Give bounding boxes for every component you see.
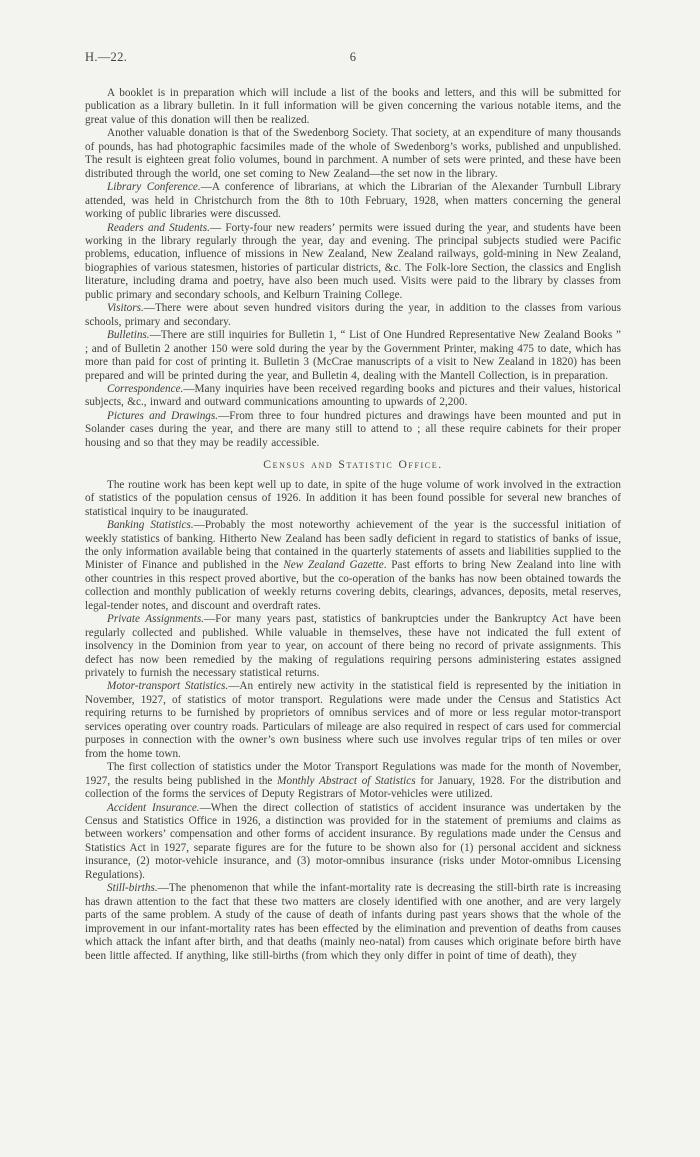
- text-run: Another valuable donation is that of the Swedenborg Society. That society, at an expenditure of many thousands of pounds, has had photographic facsimiles made of the whole of Swedenborg’s works, published and unpublished. The result is eighteen great folio volumes, bound in parchment. A number of sets were printed, and these have been distributed through the world, one set coming to New Zealand—the set now in the library.: [85, 127, 621, 180]
- italic-text: Monthly Abstract of Statistics: [277, 774, 416, 787]
- paragraph: [85, 882, 621, 963]
- paragraph: [85, 87, 621, 127]
- text-run: —Many inquiries have been received regarding books and pictures and their values, historical subjects, &c., inward and outward communications amounting to upwards of 2,200.: [85, 382, 621, 409]
- italic-text: Motor-transport Statistics.: [107, 680, 229, 693]
- page-number: 6: [349, 50, 357, 64]
- text-run: —When the direct collection of statistics of accident insurance was undertaken by the Census and Statistics Office in 1926, a distinction was provided for in the statement of premiums and claims as between workers’ compensation and other forms of accident insurance. By regulations made under the Census and Statistics Act in 1927, separate figures are for the future to be shown also for (1) personal accident and sickness insurance, (2) motor-vehicle insurance, and (3) motor-omnibus insurance (risks under Motor-omnibus Licensing Regulations).: [85, 801, 622, 881]
- italic-text: Readers and Students.: [107, 221, 210, 234]
- section-heading: Census and Statistic Office.: [263, 458, 443, 472]
- text-run: — Forty-four new readers’ permits were issued during the year, and students have been working in the library regularly through the year, day and evening. The principal subjects studied were Pacific problems, education, influence of missions in New Zealand, New Zealand railways, gold-mining in New Zealand, biographies of various statesmen, histories of particular districts, &c. The Folk-lore Section, the classics and English literature, including drama and poetry, have also been much used. Visits were paid to the library by classes from public primary and secondary schools, and Kelburn Training College.: [85, 221, 621, 301]
- report-code: H.—22.: [85, 50, 128, 64]
- italic-text: Still-births.: [107, 882, 158, 895]
- paragraph: [85, 802, 621, 883]
- paragraph: [85, 761, 621, 801]
- italic-text: Visitors.: [107, 302, 144, 315]
- text-run: —Probably the most noteworthy achievement of the year is the successful initiation of weekly statistics of banking. Hitherto New Zealand has been sadly deficient in regard to statistics of banks of issue, the only information available being that contained in the quarterly statements of assets and liabilities supplied to the Minister of Finance and published in the: [85, 519, 621, 572]
- paragraph: [85, 302, 621, 329]
- paragraph: [85, 222, 621, 303]
- paragraph: [85, 383, 621, 410]
- text-run: A booklet is in preparation which will include a list of the books and letters, and this will be submitted for publication as a library bulletin. In it full information will be given concerning the various notable items, and the great value of this donation will then be realized.: [85, 87, 621, 126]
- text-run: —There were about seven hundred visitors during the year, in addition to the classes from various schools, primary and secondary.: [85, 302, 621, 328]
- italic-text: Pictures and Drawings.: [107, 409, 219, 422]
- text-run: . Past efforts to bring New Zealand into line with other countries in this respect proved abortive, but the co-operation of the banks has now been obtained towards the collection and monthly publication of weekly returns covering debits, clearings, advances, deposits, metal reserves, legal-tender notes, and discount and overdraft rates.: [85, 559, 621, 612]
- text-run: The first collection of statistics under the Motor Transport Regulations was made for the month of November, 1927, the results being published in the: [85, 761, 621, 787]
- paragraph: [85, 680, 621, 761]
- italic-text: Bulletins.: [107, 329, 150, 342]
- text-run: for January, 1928. For the distribution and collection of the forms the services of Deputy Registrars of Motor-vehicles were utilized.: [85, 774, 621, 801]
- text-run: The routine work has been kept well up to date, in spite of the huge volume of work involved in the extraction of statistics of the population census of 1926. In addition it has been found possible for several new branches of statistical inquiry to be inaugurated.: [85, 478, 621, 518]
- running-header: [85, 50, 621, 72]
- italic-text: Accident Insurance.: [107, 801, 200, 814]
- paragraph: [85, 410, 621, 450]
- italic-text: New Zealand Gazette: [283, 559, 384, 572]
- paragraph: [85, 519, 621, 613]
- page-column: [85, 50, 621, 963]
- text-run: —For many years past, statistics of bankruptcies under the Bankruptcy Act have been regularly collected and published. While valuable in themselves, these have not indicated the full extent of insolvency in the Dominion from year to year, on account of there being no record of private assignments. This defect has now been remedied by the making of regulations requiring persons administering estates assigned privately to furnish the necessary statistical returns.: [85, 613, 621, 680]
- paragraph: [85, 329, 621, 383]
- text-run: —The phenomenon that while the infant-mortality rate is decreasing the still-birth rate is increasing has drawn attention to the fact that these two matters are closely identified with one another, and are very largely parts of the same problem. A study of the cause of death of infants during past years shows that the whole of the improvement in our infant-mortality rates has been effected by the elimination and prevention of deaths from causes which attack the infant after birth, and that deaths (mainly neo-natal) from causes which originate before birth have been little affected. If anything, like still-births (from which they only differ in point of time of death), they: [85, 882, 621, 962]
- text-run: —An entirely new activity in the statistical field is represented by the initiation in November, 1927, of statistics of motor transport. Regulations were made under the Census and Statistics Act requiring returns to be furnished by proprietors of omnibus services and of more or less regular motor-transport services operating over country roads. Particulars of mileage are also required in respect of cars used for commercial purposes in connection with the owner’s own business where such use involves regular trips of ten miles or over from the home town.: [85, 680, 621, 760]
- paragraph: [85, 613, 621, 680]
- italic-text: Correspondence.: [107, 382, 184, 395]
- paragraph: [85, 181, 621, 221]
- italic-text: Private Assignments.: [107, 613, 205, 626]
- text-run: —From three to four hundred pictures and drawings have been mounted and put in Solander cases during the year, and there are many still to attend to ; all these require cabinets for their proper housing and so that they may be readily accessible.: [85, 409, 621, 449]
- italic-text: Library Conference.: [107, 181, 201, 194]
- paragraph: [85, 127, 621, 181]
- italic-text: Banking Statistics.: [107, 519, 194, 532]
- text-run: —A conference of librarians, at which the Librarian of the Alexander Turnbull Library attended, was held in Christchurch from the 8th to 10th February, 1928, when matters concerning the general working of public libraries were discussed.: [85, 181, 622, 221]
- document-body: [85, 87, 621, 963]
- paragraph: [85, 479, 621, 519]
- text-run: —There are still inquiries for Bulletin 1, “ List of One Hundred Representative New Zealand Books ” ; and of Bulletin 2 another 150 were sold during the year by the Government Printer, making 475 to date, which has more than paid for cost of printing it. Bulletin 3 (McCrae manuscripts of a visit to New Zealand in 1820) has been prepared and will be printed during the year, and Bulletin 4, dealing with the Mantell Collection, is in preparation.: [85, 329, 621, 382]
